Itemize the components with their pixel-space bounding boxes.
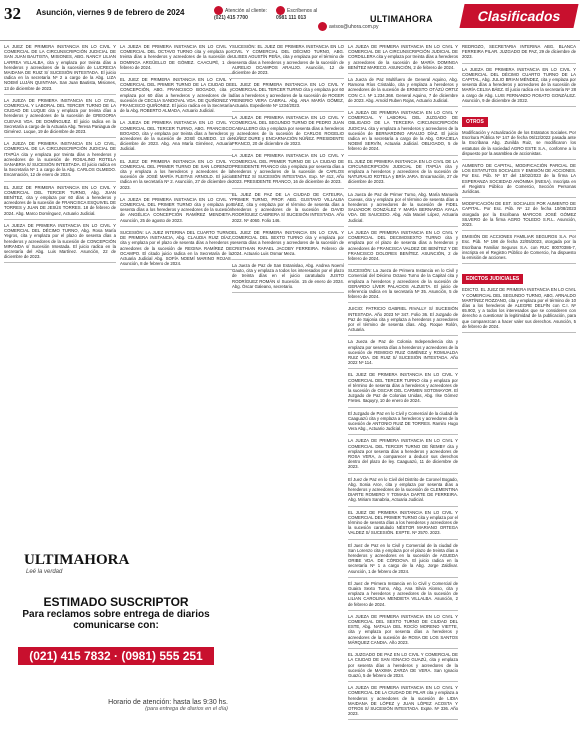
section-title: Clasificados: [459, 4, 579, 28]
legal-notice: LA JUEZA DE PRIMERA INSTANCIA EN LO CIVIL Y COMERCIAL DE LA CIUDAD DE PILAR cita y emplaza a herederos y acreedores de la sucesión de LIDIA MAIDANA DE LÓPEZ y JUAN LÓPEZ ACOSTA Y OTROS S/ SUCESIÓN INTESTADA. Expte. Nº 336. Año 2023.: [348, 685, 458, 720]
edition-date: Asunción, viernes 9 de febrero de 2024: [36, 8, 185, 17]
promo-hours-note: (para entrega de diarios en el día): [145, 706, 228, 712]
legal-notice: LA JUEZA DE PRIMERA INSTANCIA EN LO CIVIL Y COMERCIAL DEL SEGUNDO TURNO DE PEDRO JUAN CABALLERO cita y emplaza por sesenta días a herederos y acreedores de la sucesión de CARLOS ROGELIO NÚÑEZ DURE y ENCARNACIÓN NÚÑEZ. PRESIDENTE FRANCO, 20 de diciembre de 2023.: [232, 115, 344, 150]
legal-notice: REDROZO, SECRETARIA INTERINA ABG. BLANCA FERREIRA PILAR. JUZGADO DE PAZ, 29 de diciembre de 2023.: [462, 44, 576, 64]
legal-notice: JUICIO: PATRICIO GABRIEL RIVALLY S/ SUCESIÓN INTESTADA. Año 2023 Nº 347. Folio 36. El Juzgado de Paz de Sajonia cita y emplaza a herederos y acreedores por el término de sesenta días. Abg. Roque Rolón, Actuaria.: [348, 306, 458, 336]
legal-notice: La Jueza de Paz Multifuero de General Aquino, Abg. Ramona Ríos Cristaldo, cita y emplaza a herederos y acreedores de la sucesión de ERNESTO OTÁZÚ ORTIZ CON C.I. Nº 1.234.368. General Aquino, 7 de diciembre de 2023. Abg. Arnold Ruben Rojas, Actuario Judicial.: [348, 77, 458, 107]
edictos-badge: EDICTOS JUDICIALES: [462, 274, 523, 284]
legal-notice: El Juez de Paz en lo Civil y Comercial de la ciudad de San Lorenzo cita y emplaza por el plazo de treinta días a herederos y acreedores en la sucesión de AGUEDA ORIBE VDA. DE CÓRDOVA. El juicio radica en la secretaría Nº 1 a cargo de la Abg. Jorge Zaldívar. Asunción, 1 de febrero de 2024.: [348, 543, 458, 578]
legal-notice: AUMENTO DE CAPITAL, MODIFICACIÓN PARCIAL DE LOS ESTATUTOS SOCIALES Y EMISIÓN DE ACCIONES. Por Esc. Púb. Nº 57 del 15/02/2023 de la firma LA ESPERANZA SOCIEDAD ANÓNIMA (INESA). Inscripta en el Registro Público de Comercio, Sección Personas Jurídicas.: [462, 163, 576, 198]
promo-title: ESTIMADO SUSCRIPTOR: [43, 595, 189, 609]
promo-subtitle: Para reclamos sobre entrega de diarios comunicarse con:: [22, 609, 210, 631]
column-6: [462, 44, 576, 752]
legal-notice: EL JUEZ DE PRIMERA INSTANCIA EN LO CIVIL Y COMERCIAL DEL TERCER TURNO cita y emplaza por 60 días a herederos y acreedores de la sucesión de ROGER REINERIO VERA CABRAL. Abg. ANA MARÍA GÓMEZ, Actuaria. Expediente Nº 1234/2023.: [232, 82, 344, 112]
legal-notice: EL JUEZ DE PRIMERA INSTANCIA EN LO CIVIL Y COMERCIAL DEL PRIMER TURNO DE SAN LORENZO cita y emplaza a los herederos y acreedores de la sucesión de JOSÉ MARÍA FLEITAS ARNOLD. El juicio radica en la secretaría Nº 2. Asunción, 27 de diciembre de 2023.: [120, 159, 232, 194]
legal-notice: SUCESIÓN: EL JUEZ DE PRIMERA INSTANCIA EN LO CIVIL Y COMERCIAL DEL DÉCIMO TURNO, ABG. ULISES AGUSTÍN PEÑA, cita y emplaza por el término de sesenta días a herederos y acreedores de la sucesión de AURELIO OCAMPOS ARAUJO. Asunción, 12 de diciembre de 2023.: [232, 44, 344, 79]
email-contact: avisos@uhora.com.py: [318, 22, 379, 31]
phone-icon: [214, 6, 223, 15]
legal-notice: EMISIÓN DE ACCIONES FAMILIAR SEGUROS S.A. Por Esc. Púb. Nº 198 de fecha 22/05/2023, otorgada por la Escribana Familiar Seguros S.A. con RUC 80070386-7, inscripta en el Registro Público de Comercio, ha dispuesto la emisión de acciones.: [462, 234, 576, 264]
customer-service: Atención al cliente: (021) 415 7700: [214, 7, 267, 21]
legal-notice: LA JUEZA DE PRIMERA INSTANCIA EN LO CIVIL Y COMERCIAL DEL PRIMER TURNO cita y emplaza por sesenta días a los herederos y acreedores de la sucesión de ANGÉLICA CONCEPCIÓN RAMÍREZ MENDIETA. Asunción, 25 de agosto de 2023.: [120, 197, 232, 227]
legal-notice: LA JUEZA DE PRIMERA INSTANCIA EN LO CIVIL, COMERCIAL DE LA CIRCUNSCRIPCIÓN JUDICIAL DE ITAPÚA cita y emplaza por treinta días a herederos y acreedores de la sucesión de ROSALINO ROTELA SANABRIA S/ SUCESIÓN INTESTADA. El juicio radica en la Secretaría Nº 1 a cargo de la Abg. CARLOS OLMEDO. Encarnación, 12 de enero de 2024.: [4, 141, 116, 181]
promo-hours: Horario de atención: hasta las 9:30 hs.: [108, 699, 228, 706]
email-icon: [318, 22, 327, 31]
column-3: [232, 44, 344, 752]
legal-notice: LA JUEZA DE PRIMERA INSTANCIA EN LO CIVIL Y COMERCIAL DEL SEXTO TURNO DE CIUDAD DEL ESTE, Abg. NATALIA DEL ROCÍO MORENO VIETTE, cita y emplaza por sesenta días a herederos y acreedores de la sucesión de ROSA DE LOS SANTOS MÁRQUEZ CANDIA. Año 2023.: [348, 614, 458, 649]
legal-notice: El Juez de Primera Instancia en lo Civil y Comercial de Guaira Sexto Turno, Abg. Ana Silvia Alonso, cita y emplaza a herederos y acreedores de la sucesión de LILIAN CAROLINA MENDIETA VILLALBA. Asunción, 2 de febrero de 2024.: [348, 581, 458, 611]
legal-notice: EL JUEZ DE PRIMERA INSTANCIA EN LO CIVIL DE LA CIRCUNSCRIPCIÓN JUDICIAL DE ITAPÚA cita y emplaza a herederos y acreedores de la sucesión de NATURALIO ROTELA y BRÍA JARA. Encarnación, 27 de diciembre de 2023.: [348, 159, 458, 189]
legal-notice: SUCESIÓN: La Jueza de Primera Instancia en lo Civil y Comercial del Décimo Octavo Turno de la Capital cita y emplaza a herederos y acreedores de la sucesión de GERARDO LÍVER PALACIOS ALZUETA. El juicio de referencia radica en la secretaría Nº 35. Asunción, 5 de febrero de 2024.: [348, 268, 458, 303]
legal-notice: La Jueza de Paz de Primer Turno, Abg. María Manuela Cuevas, cita y emplaza por el término de sesenta días a herederos y acreedores de la sucesión de FIDEL SALVADOR GONZÁLEZ Y MARÍA BERNARDA AYALA VDA. DE SAUCEDO. Abg. Ada Maciel López, Actuaria Judicial.: [348, 192, 458, 227]
legal-notice: LA JUEZA DE PRIMERA INSTANCIA EN LO CIVIL Y COMERCIAL DEL DÉCIMO TURNO, Abg. Rosa María Yegros, cita y emplaza por el plazo de sesenta días a herederos y acreedores de la sucesión de CONCEPCIÓN MIRANDA s/ Sucesión Intestada. El juicio radica en la secretaría del Abg. Luis Martínez. Asunción, 22 de diciembre de 2023.: [4, 223, 116, 263]
legal-notice: EL JUEZ DE PRIMERA INSTANCIA EN LO CIVIL Y COMERCIAL DEL SEXTO TURNO cita y emplaza por sesenta días a herederos y acreedores de la sucesión de CRISTHIAN RAFAEL JACOBY FERREIRA. Febrero de 2024. Actuario Luis Osmar Meza.: [232, 230, 344, 260]
legal-notice: LA JUEZ DE PRIMERA INSTANCIA EN LO CIVIL Y COMERCIAL DE LA CIRCUNSCRIPCIÓN JUDICIAL DE SAN JUAN BAUTISTA, MISIONES, ABG. NANCY LILIAN LARREA VILLALBA, cita y emplaza por treinta días a herederos y acreedores de la sucesión de LUCRECIA MAIDANA DE RUIZ S/ SUCESIÓN INTESTADA. El juicio radica en la secretaría Nº 2 a cargo de la Abg. LIZA NOEMÍ LUJÁN QUINTANA. San Juan Bautista, Misiones, 13 de diciembre de 2023.: [4, 44, 116, 95]
legal-notice: El Juzgado de Paz en lo Civil y Comercial de la ciudad de Caaguazú cita y emplaza a herederos y acreedores de la sucesión de ANTONIO RUIZ DE TORRES. Ramiro Hugo Vera Abg., Actuario Judicial.: [348, 411, 458, 436]
legal-notice: SUCESIÓN: LA JUEZ INTERINA DEL CUARTO TURNO DE PRIMERA INSTANCIA, Abg. CLAUDIA RUIZ DÍAZ, cita y emplaza por el plazo de sesenta días a herederos y acreedores de la sucesión de REGINA RAMÍREZ DE OCAMPO. El citado juicio radica en la Secretaría de la Actuaria Judicial Abg. SOFÍA NOEMÍ MARINO ROJAS. Asunción, 8 de febrero de 2024.: [120, 230, 232, 270]
legal-notice: La Jueza de Paz de Colonia Independencia cita y emplaza por sesenta días a herederos y acreedores de la sucesión de REMIGIO RUIZ GIMÉNEZ y ROMUALDA RUIZ VDA. DE RUIZ S/ SUCESIÓN INTESTADA. Año 2022 Nº 114.: [348, 339, 458, 369]
otros-badge: OTROS: [462, 117, 488, 127]
legal-notice: EDICTO. EL JUEZ DE PRIMERA INSTANCIA EN LO CIVIL Y COMERCIAL DEL SEGUNDO TURNO, ABG. ARNALDO MARTÍNEZ ROZZANO, cita y emplaza por el término de 10 días a los herederos de ALEGRE DELFÍN con C.I. Nº 65.902, y a todos los interesados que se consideren con derecho a cuestionar la legitimidad de la publicación, para que comparezcan a hacer valer sus derechos. Asunción, 5 de febrero de 2024.: [462, 287, 576, 333]
legal-notice: EL JUEZ DE PRIMERA INSTANCIA EN LO CIVIL Y COMERCIAL DEL TERCER TURNO cita y emplaza por el término de sesenta días a herederos y acreedores de la sucesión de OSCAR DEL CARMEN SOTOMAYOR. El Juzgado de Paz de Colonias Unidas, Abg. Ilse Gómez Fretes. Itaquyry, 10 de enero de 2024.: [348, 372, 458, 407]
legal-notice: LA JUEZA DE PRIMERA INSTANCIA EN LO CIVIL Y COMERCIAL DEL DÉCIMO CUARTO TURNO DE LA CAPITAL, Abg. JULIO BRIAN MÉNDEZ, cita y emplaza por sesenta días a herederos y acreedores de la sucesión de MARÍA CELSA BÁEZ. El juicio radica en la secretaría Nº 28 a cargo de Abg. LUIS FERNANDO ROSATO GONZÁLEZ. Asunción, 9 de diciembre de 2022.: [462, 67, 576, 107]
promo-slogan: Leé la verdad: [26, 569, 63, 575]
legal-notice: LA JUEZA DE PRIMERA INSTANCIA EN LO CIVIL Y COMERCIAL DE LA CIRCUNSCRIPCIÓN JUDICIAL DE CORDILLERA cita y emplaza por treinta días a herederos y acreedores de la sucesión de MARÍA DOMINGA BENÍTEZ MARECO. ASUNCIÓN, 2 de febrero de 2024.: [348, 44, 458, 74]
legal-notice: El Juez de Paz en lo Civil del Distrito de Coronel Bogado, Abg. Sonia Arce, cita y emplaza por sesenta días a herederos y acreedores de la sucesión de CLEMENTINA DIARTE ROMERO Y TOMASA DARTE DE FERREIRA. Abg. Miriam Sanabria, Actuaria Judicial.: [348, 477, 458, 507]
legal-notice: Modificación y Actualización de los Estatutos Sociales. Por Escritura Pública Nº 147 de fecha 06/12/2022 pasada ante la Escribana Abg. Zunilda Ruiz, se modificaron los estatutos de la sociedad AGRO ESTE S.A., conforme a lo dispuesto por la asamblea de accionistas.: [462, 130, 576, 160]
page-number: 32: [4, 4, 21, 23]
legal-notice: EL JUEZ DE PAZ DE LA CIUDAD DE CATEURA, PRIMER TURNO, PROF. ABG. GUSTAVO VILLALBA BÁEZ, cita y emplaza por el término de sesenta días a herederos y acreedores de la sucesión de DAVID RODRÍGUEZ CABRERA S/ SUCESIÓN INTESTADA. Año 2022. Nº 4060. Folio 146.: [232, 192, 344, 227]
legal-notice: La Jueza de Paz de San Estanislao, Abg. Andrea Noemí Gauto, cita y emplaza a todos los interesados por el plazo de treinta días en el juicio caratulado JUSTO RODRÍGUEZ ROMÁN s/ Sucesión. 15 de enero de 2024. Abg. Óscar Galeano, secretario.: [232, 263, 344, 293]
legal-notice: EL JUEZ DE PRIMERA INSTANCIA EN LO CIVIL Y COMERCIAL DEL PRIMER TURNO DE LA CIUDAD DE CONCEPCIÓN, ABG. FRANCISCO BOGADO, cita y emplaza por 60 días a herederos y acreedores de la sucesión de CECILIA SANDOVAL VDA. DE QUIÑONEZ Y FRANCISCO QUIÑONEZ. El juicio radica en la Secretaría de la Abg. ROBERTO ALMADA, Actuario Judicial.: [120, 77, 232, 117]
legal-notice: MODIFICACIÓN DE EST. SOCIALES POR AUMENTO DE CAPITAL. Por Esc. Púb. Nº 12 de fecha 10/08/2023 otorgada por la Escribana MARCOS JOSÉ GÓMEZ SILVERO de la firma AGRO TOLEDO S.R.L. Asunción, 2023.: [462, 201, 576, 231]
brand-logo: ULTIMAHORA: [370, 14, 433, 24]
whatsapp-icon: [276, 6, 285, 15]
legal-notice: EL JUZGADO DE PAZ EN LO CIVIL Y COMERCIAL DE LA CIUDAD DE SAN IGNACIO GUAZÚ, cita y emplaza por sesenta días a herederos y acreedores de la sucesión de MAXIMA ZARZA DE VERA. San Ignacio Guazú, 5 de febrero de 2024.: [348, 652, 458, 682]
whatsapp-contact: Escríbenos al 0981 111 013: [276, 7, 318, 21]
legal-notice: LA JUEZA DE PRIMERA INSTANCIA EN LO CIVIL Y COMERCIAL DEL TERCER TURNO, ABG. FRANCISCO BOGADO, cita y emplaza por treinta días a herederos y acreedores de la sucesión de JOSÉ OLMEDO. 13 de diciembre de 2023. Abg. Ana María Giménez, Actuaria Judicial.: [120, 120, 232, 155]
promo-phone: (021) 415 7832 · (0981) 555 251: [18, 647, 214, 665]
column-4: [348, 44, 458, 752]
legal-notice: LA JUEZA DE PRIMERA INSTANCIA EN LO CIVIL Y COMERCIAL DEL OCTAVO TURNO cita y emplaza por treinta días a herederos y acreedores de la sucesión de DOMINGA ARGÜELLO DE GÓMEZ. CAACUPÉ, 1 de febrero de 2024.: [120, 44, 232, 74]
legal-notice: LA JUEZA DE PRIMERA INSTANCIA EN LO CIVIL Y COMERCIAL DEL PRIMER TURNO DE LA CIUDAD DE PRESIDENTE FRANCO cita y emplaza por sesenta días a herederos y acreedores de la sucesión de CARLOS BENÍTEZ S/ SUCESIÓN INTESTADA. Exp. Nº 412, Año 2023. PRESIDENTE FRANCO, 16 de diciembre de 2023.: [232, 153, 344, 188]
legal-notice: LA JUEZA DE PRIMERA INSTANCIA EN LO CIVIL, COMERCIAL Y LABORAL DEL TERCER TURNO DE LA CIUDAD DE LUQUE cita y emplaza por treinta días a herederos y acreedores de la sucesión de GREGORIA CUEVAS VDA. DE DOMÍNGUEZ. El juicio radica en la Secretaría a cargo de la Actuaria Abg. Teresa Paniagua de Giménez. Luque, 19 de diciembre de 2023.: [4, 98, 116, 138]
promo-logo: ULTIMAHORA: [24, 552, 130, 568]
legal-notice: LA JUEZA DE PRIMERA INSTANCIA EN LO CIVIL Y COMERCIAL Y LABORAL DEL JUZGADO DE OBLIGADO DE LA TERCERA CIRCUNSCRIPCIÓN JUDICIAL cita y emplaza a herederos y acreedores de la sucesión de BERNARDINO ARAUJO DÍAZ. El juicio radica en la secretaría a cargo de la Abg. GRACIELA NOEMÍ SERVÍN, Actuaria Judicial. OBLIGADO, 5 de febrero de 2024.: [348, 110, 458, 156]
legal-notice: EL JUEZ DE PRIMERA INSTANCIA EN LO CIVIL Y COMERCIAL DEL PRIMER TURNO cita y emplaza por el término de sesenta días a los herederos y acreedores de la sucesión caratulado NÉSTOR MARIANO ORTEGA VALDEZ S/ SUCESIÓN. EXPTE. Nº 2570. 2023.: [348, 510, 458, 540]
subscriber-promo: [4, 546, 228, 752]
legal-notice: LA JUEZA DE PRIMERA INSTANCIA EN LO CIVIL Y COMERCIAL DEL TERCER TURNO DE ÑEMBY cita y emplaza por sesenta días a herederos y acreedores de ROSA VERA, a comparecer a deducir sus derechos dentro del plazo de ley. Caaguazú, 11 de diciembre de 2023.: [348, 438, 458, 473]
page-header: [0, 0, 580, 41]
legal-notice: EL JUEZ DE PRIMERA INSTANCIA EN LO CIVIL Y COMERCIAL DEL TERCER TURNO, Abg. JUAN BENÍTEZ, cita y emplaza por 60 días a herederos y acreedores de la sucesión de FRANCISCA ESQUIVEL DE TORRES y JUAN DE JESÚS TORRES. 18 de febrero de 2024. Abg. Marco Domínguez, Actuario Judicial.: [4, 185, 116, 220]
legal-notice: LA JUEZA DE PRIMERA INSTANCIA EN LO CIVIL Y COMERCIAL DEL DECIMOSEXTO TURNO cita y emplaza por el plazo de sesenta días a herederos y acreedores de FRANCISCA VALDEZ DE BENÍTEZ Y DE FRANCISCO DOLORES BENÍTEZ. ASUNCIÓN, 2 de febrero de 2024.: [348, 230, 458, 265]
